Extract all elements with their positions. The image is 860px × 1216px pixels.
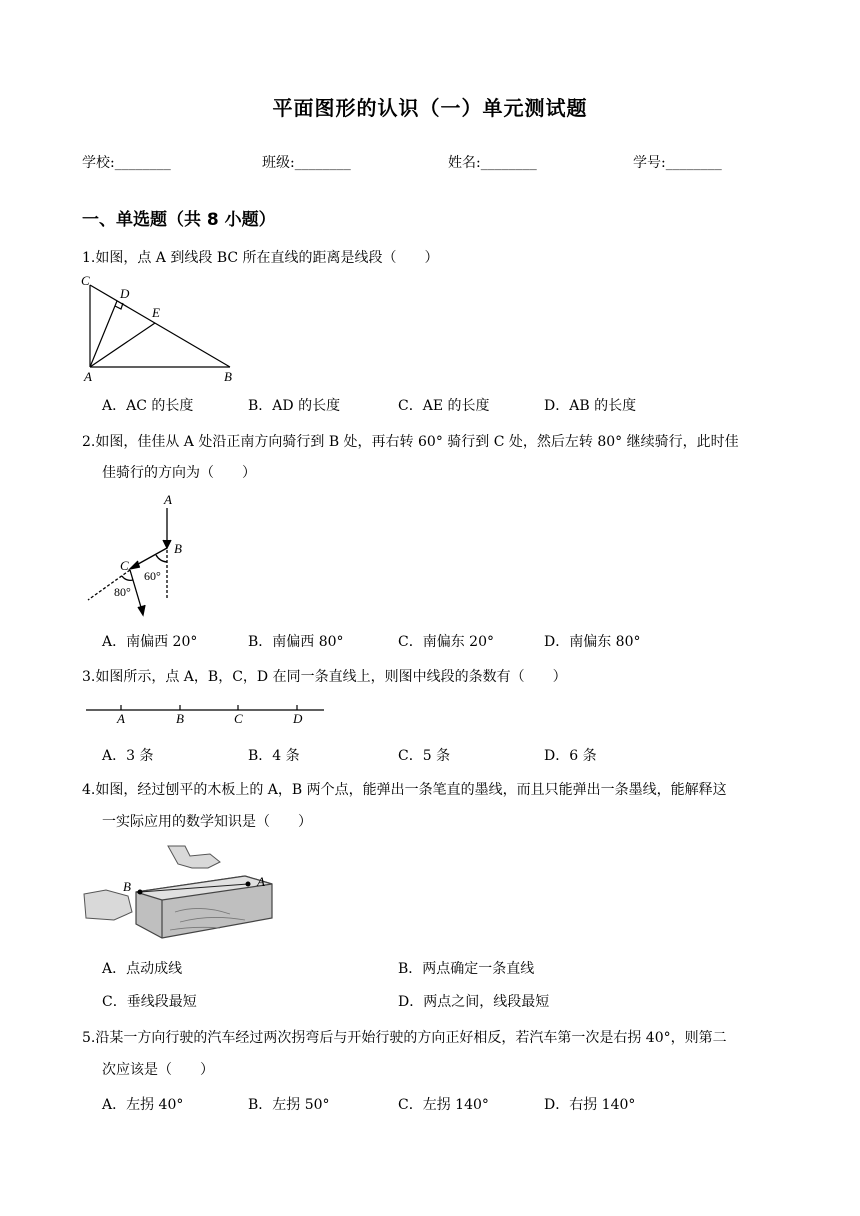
label-D: D <box>120 286 130 301</box>
label-A: A <box>84 369 92 383</box>
q4-option-a: A．点动成线 <box>102 961 183 977</box>
name-field: 姓名:________ <box>448 155 537 171</box>
label-C: C <box>234 711 243 726</box>
label-B: B <box>174 541 182 556</box>
q3-option-c: C．5 条 <box>398 748 451 764</box>
question-5-text: 5.沿某一方向行驶的汽车经过两次拐弯后与开始行驶的方向正好相反，若汽车第一次是右拐 40°，则第二 <box>82 1030 727 1046</box>
q1-option-d: D．AB 的长度 <box>544 398 637 414</box>
q4-option-b: B．两点确定一条直线 <box>398 961 535 977</box>
label-B: B <box>123 879 131 894</box>
question-2-text-cont: 佳骑行的方向为（ ） <box>102 465 256 481</box>
q2-option-b: B．南偏西 80° <box>248 634 344 650</box>
q2-option-a: A．南偏西 20° <box>102 634 198 650</box>
label-C: C <box>81 273 90 288</box>
label-D: D <box>293 711 303 726</box>
question-4-text: 4.如图，经过刨平的木板上的 A，B 两个点，能弹出一条笔直的墨线，而且只能弹出一条墨线，能解释这 <box>82 782 727 798</box>
label-A: A <box>117 711 125 726</box>
label-A: A <box>257 874 265 889</box>
q5-option-d: D．右拐 140° <box>544 1097 636 1113</box>
question-4-text-cont: 一实际应用的数学知识是（ ） <box>102 814 312 830</box>
q5-option-b: B．左拐 50° <box>248 1097 330 1113</box>
school-field: 学校:________ <box>82 155 171 171</box>
q3-option-d: D．6 条 <box>544 748 597 764</box>
label-E: E <box>152 305 160 320</box>
page-title: 平面图形的认识（一）单元测试题 <box>272 96 588 120</box>
question-5-text-cont: 次应该是（ ） <box>102 1062 214 1078</box>
question-3-figure <box>80 698 330 728</box>
label-C: C <box>120 558 129 573</box>
q5-option-c: C．左拐 140° <box>398 1097 489 1113</box>
angle-80-label: 80° <box>114 585 131 599</box>
q1-option-b: B．AD 的长度 <box>248 398 341 414</box>
question-2-text: 2.如图，佳佳从 A 处沿正南方向骑行到 B 处，再右转 60° 骑行到 C 处，然后左转 80° 继续骑行，此时佳 <box>82 434 739 450</box>
q2-option-d: D．南偏东 80° <box>544 634 641 650</box>
q3-option-a: A．3 条 <box>102 748 154 764</box>
question-1-text: 1.如图，点 A 到线段 BC 所在直线的距离是线段（ ） <box>82 250 439 266</box>
q5-option-a: A．左拐 40° <box>102 1097 184 1113</box>
class-field: 班级:________ <box>262 155 351 171</box>
q1-option-c: C．AE 的长度 <box>398 398 490 414</box>
q3-option-b: B．4 条 <box>248 748 300 764</box>
student-number-field: 学号:________ <box>633 155 722 171</box>
angle-60-label: 60° <box>144 569 161 583</box>
q4-option-d: D．两点之间，线段最短 <box>398 994 550 1010</box>
question-2-figure <box>80 490 200 625</box>
question-4-figure <box>80 842 275 942</box>
question-3-text: 3.如图所示，点 A，B，C，D 在同一条直线上，则图中线段的条数有（ ） <box>82 669 567 685</box>
label-B: B <box>176 711 184 726</box>
q1-option-a: A．AC 的长度 <box>102 398 194 414</box>
q4-option-c: C．垂线段最短 <box>102 994 197 1010</box>
q2-option-c: C．南偏东 20° <box>398 634 494 650</box>
label-B: B <box>224 369 232 383</box>
section-heading: 一、单选题（共 8 小题） <box>82 210 276 230</box>
label-A: A <box>164 492 172 507</box>
question-1-figure <box>80 273 250 383</box>
